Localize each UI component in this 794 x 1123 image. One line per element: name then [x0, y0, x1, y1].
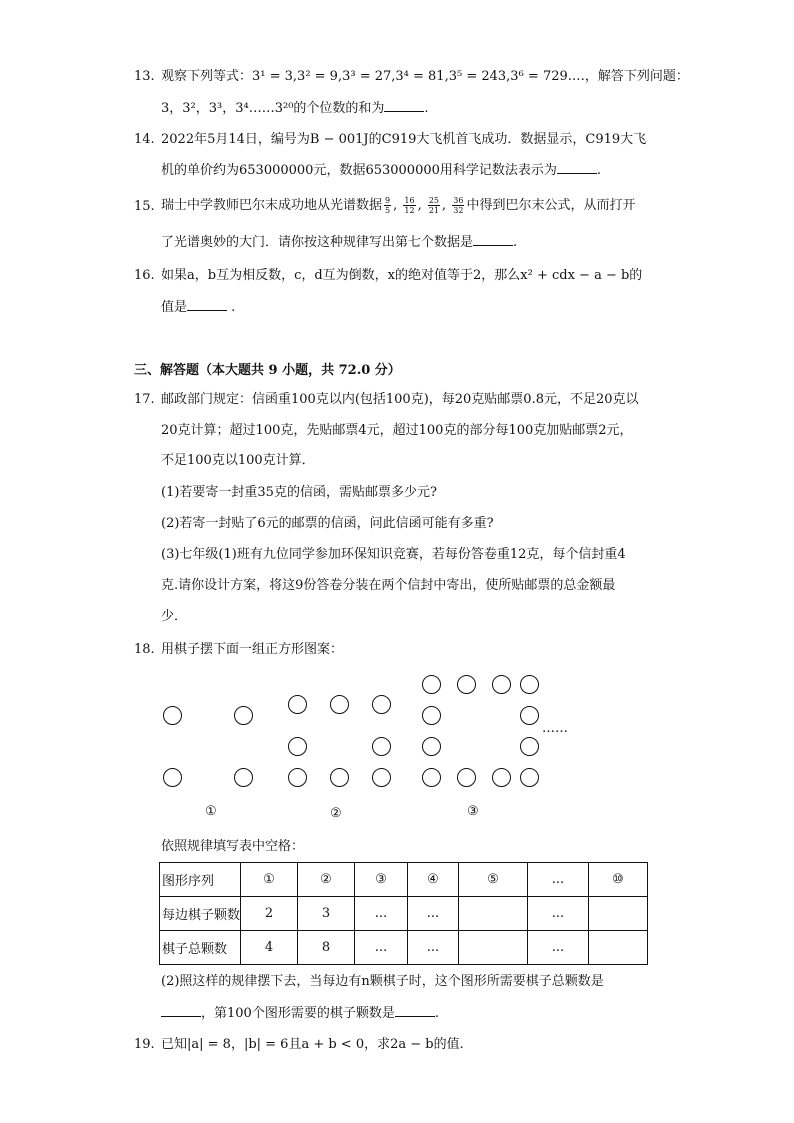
- chess-piece: [330, 768, 349, 787]
- answer-blank: [161, 1004, 201, 1017]
- fraction-denominator: 32: [453, 206, 464, 215]
- q17-line: (2)若寄一封贴了6元的邮票的信函，问此信函可能有多重?: [161, 516, 494, 531]
- chess-piece: [520, 768, 539, 787]
- q17-line: 少．: [161, 609, 188, 624]
- q18-line1: 用棋子摆下面一组正方形图案：: [161, 642, 344, 657]
- chess-piece: [372, 737, 391, 756]
- chess-piece: [372, 768, 391, 787]
- fraction-numerator: 25: [428, 196, 440, 205]
- table-cell: [589, 931, 648, 965]
- fraction-denominator: 12: [404, 206, 415, 215]
- q15-line1-text-b: 中得到巴尔末公式，从而打开: [466, 198, 636, 213]
- chess-piece: [492, 675, 511, 694]
- q15-line2: [161, 233, 517, 252]
- table-cell: ⑩: [589, 863, 648, 897]
- fraction-2: [403, 196, 415, 215]
- q14-line1: 2022年5月14日，编号为B − 001J的C919大飞机首飞成功．数据显示，C919大飞: [161, 132, 647, 147]
- chess-piece: [520, 737, 539, 756]
- chess-piece: [520, 706, 539, 725]
- table-cell: 2: [241, 897, 298, 931]
- table-cell: 图形序列: [160, 863, 241, 897]
- chess-piece: [457, 675, 476, 694]
- chess-piece: [422, 768, 441, 787]
- table-cell: ...: [408, 931, 459, 965]
- q18-part2-mid: ，第100个图形需要的棋子颗数是: [201, 1006, 395, 1021]
- answer-blank: [473, 233, 513, 246]
- chess-piece: [163, 768, 182, 787]
- chess-piece: [288, 737, 307, 756]
- q16-line2-end: .: [231, 300, 236, 315]
- table-cell: 棋子总颗数: [160, 931, 241, 965]
- chess-piece: [422, 706, 441, 725]
- table-cell: 4: [241, 931, 298, 965]
- q13-line2: [161, 99, 429, 118]
- q14-line2-end: .: [596, 163, 602, 178]
- chess-piece: [163, 706, 182, 725]
- table-cell: ①: [241, 863, 298, 897]
- fraction-3: [428, 196, 440, 215]
- table-cell: ...: [528, 897, 589, 931]
- table-row: [160, 931, 648, 965]
- q18-part2-line1: (2)照这样的规律摆下去，当每边有n颗棋子时，这个图形所需要棋子总颗数是: [161, 974, 604, 989]
- fraction-1: [384, 196, 391, 215]
- q15-line2-text: 了光谱奥妙的大门．请你按这种规律写出第七个数据是: [161, 235, 474, 250]
- chess-piece: [234, 768, 253, 787]
- q15-line2-end: .: [513, 235, 518, 250]
- answer-blank: [557, 161, 597, 174]
- answer-blank: [395, 1004, 435, 1017]
- q18-part2-line2: [161, 1004, 439, 1023]
- question-number-15: 15.: [134, 199, 155, 214]
- q13-line2-text: 3，3²，3³，3⁴……3²⁰的个位数的和为: [161, 101, 385, 116]
- answer-blank: [187, 298, 227, 311]
- chess-piece: [422, 675, 441, 694]
- chess-piece: [520, 675, 539, 694]
- table-cell: [589, 897, 648, 931]
- table-cell: ⑤: [459, 863, 528, 897]
- question-number-13: 13.: [134, 69, 155, 84]
- q18-part2-end: .: [434, 1006, 439, 1021]
- figure-label-1: ①: [205, 804, 217, 819]
- fraction-numerator: 16: [404, 196, 415, 205]
- table-cell: ②: [298, 863, 355, 897]
- fraction-denominator: 21: [428, 206, 440, 215]
- fraction-numerator: 9: [385, 196, 391, 205]
- q17-line: 不足100克以100克计算．: [161, 453, 315, 468]
- chess-piece: [330, 695, 349, 714]
- q17-line: 邮政部门规定：信函重100克以内(包括100克)，每20克贴邮票0.8元，不足20克以: [161, 392, 639, 407]
- chess-piece: [288, 695, 307, 714]
- fraction-4: [452, 196, 464, 215]
- chess-piece: [372, 695, 391, 714]
- q16-line2: [161, 298, 235, 317]
- table-intro: 依照规律填写表中空格：: [161, 839, 305, 854]
- table-cell: 3: [298, 897, 355, 931]
- q19-line1: 已知|a| = 8，|b| = 6且a + b < 0，求2a − b的值.: [161, 1037, 464, 1052]
- table-cell: 8: [298, 931, 355, 965]
- chess-piece: [457, 768, 476, 787]
- table-cell: [459, 931, 528, 965]
- q17-line: (1)若要寄一封重35克的信函，需贴邮票多少元?: [161, 485, 437, 500]
- chess-piece: [288, 768, 307, 787]
- q17-line: 20克计算；超过100克，先贴邮票4元，超过100克的部分每100克加贴邮票2元，: [161, 423, 633, 438]
- q13-line1: 观察下列等式：3¹ = 3,3² = 9,3³ = 27,3⁴ = 81,3⁵ = 243,3⁶ = 729.…，解答下列问题：: [161, 69, 689, 84]
- table-cell: ③: [355, 863, 408, 897]
- pattern-table: [159, 862, 648, 965]
- q16-line1: 如果a，b互为相反数，c，d互为倒数，x的绝对值等于2，那么x² + cdx − a − b的: [161, 268, 643, 283]
- question-number-16: 16.: [134, 268, 155, 283]
- q14-line2: [161, 161, 601, 180]
- q15-line1-text-a: 瑞士中学教师巴尔末成功地从光谱数据: [161, 198, 383, 213]
- question-number-19: 19.: [134, 1037, 155, 1052]
- question-number-18: 18.: [134, 642, 155, 657]
- q17-line: (3)七年级(1)班有九位同学参加环保知识竞赛，若每份答卷重12克，每个信封重4: [161, 547, 626, 562]
- answer-blank: [384, 99, 424, 112]
- q17-line: 克.请你设计方案，将这9份答卷分装在两个信封中寄出，使所贴邮票的总金额最: [161, 578, 616, 593]
- chess-piece: [234, 706, 253, 725]
- table-cell: [459, 897, 528, 931]
- q16-line2-text: 值是: [161, 300, 188, 315]
- table-cell: ...: [528, 863, 589, 897]
- table-cell: 每边棋子颗数: [160, 897, 241, 931]
- table-cell: ④: [408, 863, 459, 897]
- section-header: 三、解答题（本大题共 9 小题，共 72.0 分）: [134, 363, 401, 378]
- table-row: [160, 863, 648, 897]
- chess-piece: [422, 737, 441, 756]
- q13-line2-end: .: [424, 101, 429, 116]
- figure-label-2: ②: [330, 806, 342, 821]
- pattern-continuation: ……: [542, 721, 568, 736]
- fraction-denominator: 5: [385, 206, 391, 215]
- table-cell: ...: [528, 931, 589, 965]
- table-row: [160, 897, 648, 931]
- figure-label-3: ③: [467, 804, 479, 819]
- fraction-numerator: 36: [453, 196, 464, 205]
- chess-piece: [492, 768, 511, 787]
- question-number-14: 14.: [134, 132, 155, 147]
- q15-line1: 瑞士中学教师巴尔末成功地从光谱数据 $\frac{9}{5}$ , $\frac{16}{12}$ , $\frac{25}{21}$ , $\frac{36}{32}$ 中得到巴尔末公式，从而打开: [161, 196, 636, 215]
- table-cell: ...: [355, 931, 408, 965]
- question-number-17: 17.: [134, 392, 155, 407]
- table-cell: ...: [408, 897, 459, 931]
- table-cell: ...: [355, 897, 408, 931]
- q14-line2-text: 机的单价约为653000000元，数据653000000用科学记数法表示为: [161, 163, 557, 178]
